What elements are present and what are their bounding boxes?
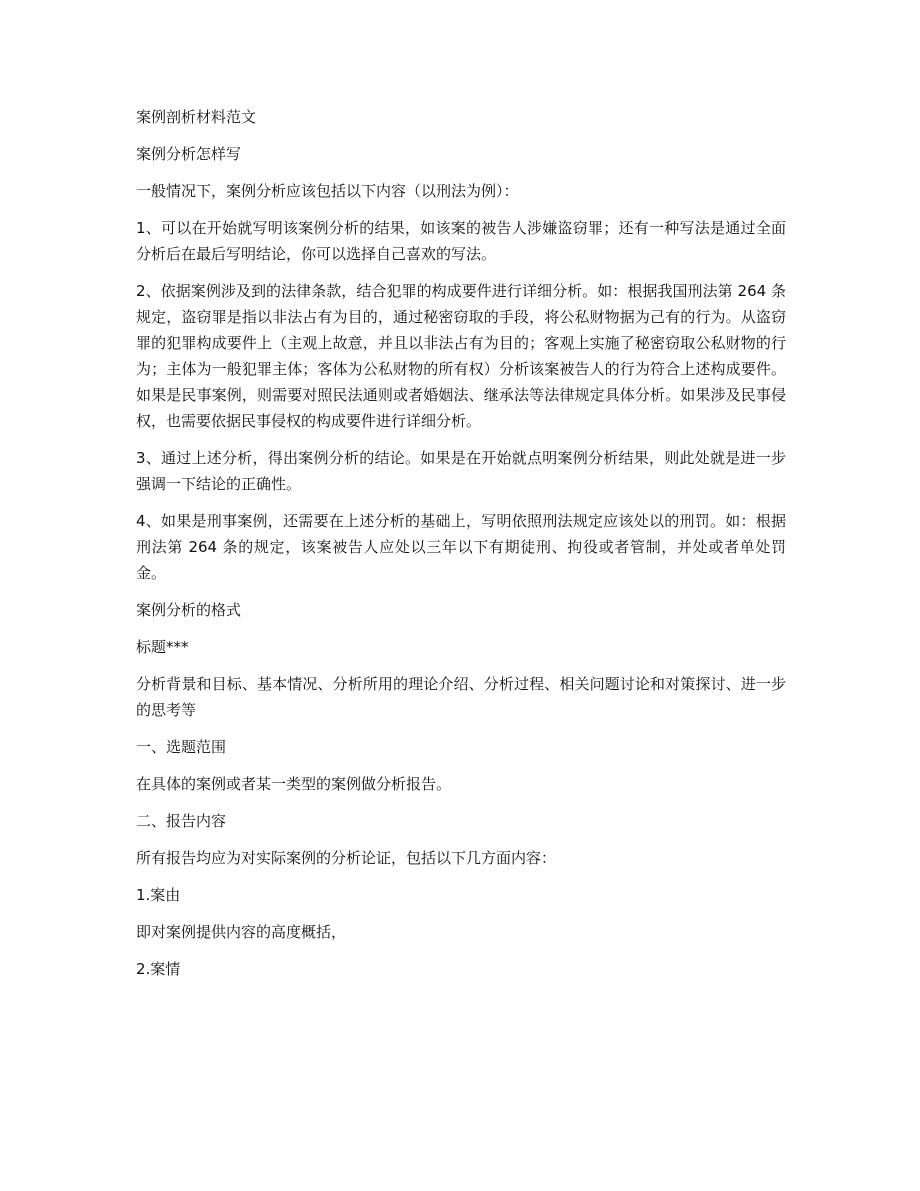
paragraph: 1、可以在开始就写明该案例分析的结果，如该案的被告人涉嫌盗窃罪；还有一种写法是通过全面分析后在最后写明结论，你可以选择自己喜欢的写法。 [136, 219, 786, 263]
document-body [136, 104, 786, 993]
sub-heading: 1.案由 [136, 886, 181, 904]
paragraph: 标题*** [136, 638, 189, 656]
paragraph: 3、通过上述分析，得出案例分析的结论。如果是在开始就点明案例分析结果，则此处就是进一步强调一下结论的正确性。 [136, 449, 786, 493]
paragraph: 2、依据案例涉及到的法律条款，结合犯罪的构成要件进行详细分析。如：根据我国刑法第 264 条规定，盗窃罪是指以非法占有为目的，通过秘密窃取的手段，将公私财物据为己有的行为。从盗窃罪的犯罪构成要件上（主观上故意，并且以非法占有为目的；客观上实施了秘密窃取公私财物的行为；主体为一般犯罪主体；客体为公私财物的所有权）分析该案被告人的行为符合上述构成要件。如果是民事案例，则需要对照民法通则或者婚姻法、继承法等法律规定具体分析。如果涉及民事侵权，也需要依据民事侵权的构成要件进行详细分析。 [136, 282, 786, 430]
paragraph: 分析背景和目标、基本情况、分析所用的理论介绍、分析过程、相关问题讨论和对策探讨、进一步的思考等 [136, 675, 786, 719]
section-heading: 一、选题范围 [136, 738, 227, 756]
sub-heading: 2.案情 [136, 960, 181, 978]
paragraph: 4、如果是刑事案例，还需要在上述分析的基础上，写明依照刑法规定应该处以的刑罚。如：根据刑法第 264 条的规定，该案被告人应处以三年以下有期徒刑、拘役或者管制，并处或者单处罚金。 [136, 512, 786, 582]
section-heading: 二、报告内容 [136, 812, 227, 830]
paragraph: 在具体的案例或者某一类型的案例做分析报告。 [136, 775, 452, 793]
paragraph: 即对案例提供内容的高度概括， [136, 923, 347, 941]
paragraph: 一般情况下，案例分析应该包括以下内容（以刑法为例）： [136, 182, 519, 200]
section-heading: 案例分析怎样写 [136, 145, 242, 163]
paragraph: 所有报告均应为对实际案例的分析论证，包括以下几方面内容： [136, 849, 557, 867]
section-heading: 案例分析的格式 [136, 601, 242, 619]
document-title: 案例剖析材料范文 [136, 108, 257, 126]
